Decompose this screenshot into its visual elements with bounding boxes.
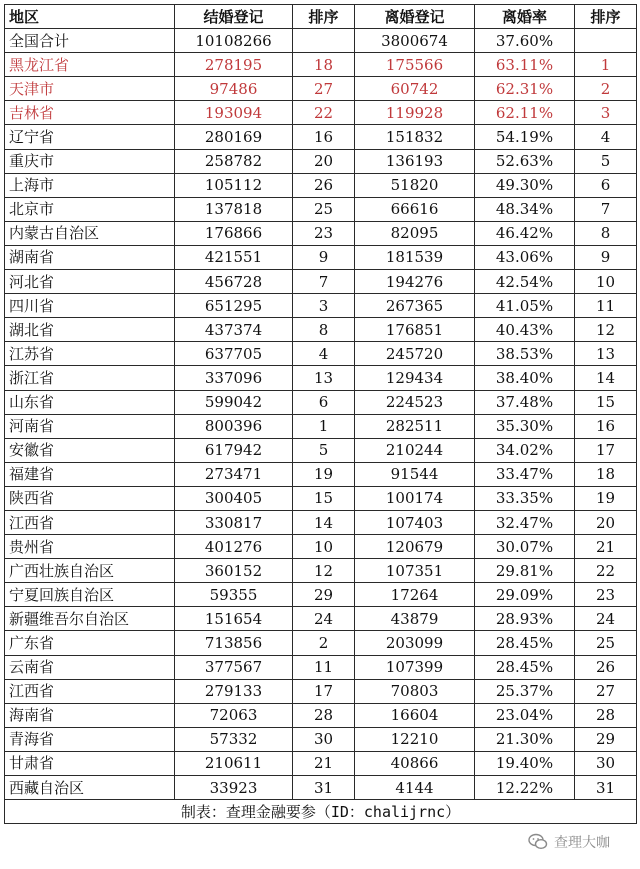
cell-region: 贵州省 xyxy=(5,535,175,559)
cell-divorces: 107351 xyxy=(355,559,475,583)
cell-divorce-rate: 48.34% xyxy=(475,197,575,221)
divorce-rate-table xyxy=(4,4,637,824)
cell-region: 福建省 xyxy=(5,462,175,486)
cell-region: 黑龙江省 xyxy=(5,53,175,77)
cell-rate-rank: 2 xyxy=(575,77,637,101)
cell-region: 海南省 xyxy=(5,703,175,727)
cell-rate-rank xyxy=(575,29,637,53)
cell-region: 湖南省 xyxy=(5,245,175,269)
cell-divorce-rate: 33.47% xyxy=(475,462,575,486)
cell-divorces: 119928 xyxy=(355,101,475,125)
cell-divorces: 210244 xyxy=(355,438,475,462)
cell-marriages: 279133 xyxy=(175,679,293,703)
cell-divorce-rate: 29.81% xyxy=(475,559,575,583)
cell-divorces: 17264 xyxy=(355,583,475,607)
table-row xyxy=(5,270,637,294)
table-row xyxy=(5,679,637,703)
cell-marriages: 330817 xyxy=(175,510,293,534)
cell-marriages: 59355 xyxy=(175,583,293,607)
cell-marriage-rank: 24 xyxy=(293,607,355,631)
cell-marriages: 637705 xyxy=(175,342,293,366)
cell-marriage-rank: 6 xyxy=(293,390,355,414)
cell-divorce-rate: 43.06% xyxy=(475,245,575,269)
cell-divorce-rate: 62.31% xyxy=(475,77,575,101)
cell-divorces: 129434 xyxy=(355,366,475,390)
cell-rate-rank: 23 xyxy=(575,583,637,607)
cell-region: 吉林省 xyxy=(5,101,175,125)
header-region: 地区 xyxy=(5,5,175,29)
cell-divorces: 12210 xyxy=(355,727,475,751)
cell-rate-rank: 25 xyxy=(575,631,637,655)
cell-marriage-rank: 10 xyxy=(293,535,355,559)
cell-region: 全国合计 xyxy=(5,29,175,53)
table-row xyxy=(5,125,637,149)
cell-region: 天津市 xyxy=(5,77,175,101)
cell-divorces: 224523 xyxy=(355,390,475,414)
cell-marriage-rank: 5 xyxy=(293,438,355,462)
cell-marriages: 456728 xyxy=(175,270,293,294)
cell-rate-rank: 29 xyxy=(575,727,637,751)
cell-rate-rank: 6 xyxy=(575,173,637,197)
header-divorces: 离婚登记 xyxy=(355,5,475,29)
cell-divorces: 91544 xyxy=(355,462,475,486)
cell-marriages: 273471 xyxy=(175,462,293,486)
cell-marriage-rank: 19 xyxy=(293,462,355,486)
cell-divorce-rate: 40.43% xyxy=(475,318,575,342)
cell-rate-rank: 14 xyxy=(575,366,637,390)
table-row xyxy=(5,510,637,534)
cell-divorce-rate: 19.40% xyxy=(475,751,575,775)
cell-region: 浙江省 xyxy=(5,366,175,390)
table-row xyxy=(5,318,637,342)
table-row xyxy=(5,535,637,559)
cell-rate-rank: 26 xyxy=(575,655,637,679)
table-row xyxy=(5,149,637,173)
cell-divorce-rate: 38.53% xyxy=(475,342,575,366)
cell-marriages: 193094 xyxy=(175,101,293,125)
cell-divorce-rate: 28.45% xyxy=(475,631,575,655)
cell-rate-rank: 27 xyxy=(575,679,637,703)
cell-divorce-rate: 25.37% xyxy=(475,679,575,703)
cell-rate-rank: 8 xyxy=(575,221,637,245)
cell-divorce-rate: 29.09% xyxy=(475,583,575,607)
cell-marriage-rank: 9 xyxy=(293,245,355,269)
cell-rate-rank: 7 xyxy=(575,197,637,221)
cell-marriage-rank: 15 xyxy=(293,486,355,510)
table-row xyxy=(5,245,637,269)
cell-region: 新疆维吾尔自治区 xyxy=(5,607,175,631)
cell-divorces: 100174 xyxy=(355,486,475,510)
cell-divorces: 151832 xyxy=(355,125,475,149)
cell-divorce-rate: 28.93% xyxy=(475,607,575,631)
cell-marriages: 137818 xyxy=(175,197,293,221)
table-row xyxy=(5,101,637,125)
cell-divorces: 3800674 xyxy=(355,29,475,53)
header-marriage-rank: 排序 xyxy=(293,5,355,29)
cell-region: 宁夏回族自治区 xyxy=(5,583,175,607)
table-row xyxy=(5,390,637,414)
table-row xyxy=(5,342,637,366)
cell-region: 上海市 xyxy=(5,173,175,197)
cell-marriage-rank: 16 xyxy=(293,125,355,149)
cell-region: 山东省 xyxy=(5,390,175,414)
cell-marriages: 401276 xyxy=(175,535,293,559)
cell-divorces: 136193 xyxy=(355,149,475,173)
table-row xyxy=(5,583,637,607)
cell-rate-rank: 4 xyxy=(575,125,637,149)
watermark xyxy=(528,832,610,852)
cell-region: 四川省 xyxy=(5,294,175,318)
cell-divorces: 40866 xyxy=(355,751,475,775)
cell-marriages: 33923 xyxy=(175,776,293,800)
cell-region: 广西壮族自治区 xyxy=(5,559,175,583)
table-row xyxy=(5,486,637,510)
cell-divorce-rate: 38.40% xyxy=(475,366,575,390)
cell-region: 西藏自治区 xyxy=(5,776,175,800)
cell-rate-rank: 12 xyxy=(575,318,637,342)
cell-region: 重庆市 xyxy=(5,149,175,173)
cell-marriages: 377567 xyxy=(175,655,293,679)
cell-rate-rank: 1 xyxy=(575,53,637,77)
cell-divorces: 43879 xyxy=(355,607,475,631)
table-row xyxy=(5,173,637,197)
cell-region: 江苏省 xyxy=(5,342,175,366)
table-row xyxy=(5,559,637,583)
cell-divorces: 181539 xyxy=(355,245,475,269)
table-row xyxy=(5,776,637,800)
cell-divorces: 120679 xyxy=(355,535,475,559)
cell-marriage-rank: 17 xyxy=(293,679,355,703)
table-row xyxy=(5,366,637,390)
cell-rate-rank: 17 xyxy=(575,438,637,462)
cell-rate-rank: 28 xyxy=(575,703,637,727)
cell-marriages: 800396 xyxy=(175,414,293,438)
table-row xyxy=(5,462,637,486)
table-row xyxy=(5,607,637,631)
cell-divorce-rate: 28.45% xyxy=(475,655,575,679)
cell-marriage-rank xyxy=(293,29,355,53)
cell-rate-rank: 15 xyxy=(575,390,637,414)
cell-marriages: 258782 xyxy=(175,149,293,173)
cell-divorces: 175566 xyxy=(355,53,475,77)
cell-marriage-rank: 4 xyxy=(293,342,355,366)
cell-marriage-rank: 20 xyxy=(293,149,355,173)
cell-divorces: 245720 xyxy=(355,342,475,366)
cell-divorce-rate: 21.30% xyxy=(475,727,575,751)
cell-marriage-rank: 25 xyxy=(293,197,355,221)
cell-region: 辽宁省 xyxy=(5,125,175,149)
cell-divorces: 176851 xyxy=(355,318,475,342)
cell-region: 北京市 xyxy=(5,197,175,221)
table-row xyxy=(5,29,637,53)
cell-divorce-rate: 35.30% xyxy=(475,414,575,438)
cell-rate-rank: 16 xyxy=(575,414,637,438)
cell-marriages: 599042 xyxy=(175,390,293,414)
cell-region: 陕西省 xyxy=(5,486,175,510)
cell-divorces: 282511 xyxy=(355,414,475,438)
cell-rate-rank: 19 xyxy=(575,486,637,510)
cell-rate-rank: 31 xyxy=(575,776,637,800)
cell-region: 河南省 xyxy=(5,414,175,438)
cell-marriages: 278195 xyxy=(175,53,293,77)
table-row xyxy=(5,221,637,245)
cell-divorces: 16604 xyxy=(355,703,475,727)
cell-region: 江西省 xyxy=(5,510,175,534)
cell-region: 广东省 xyxy=(5,631,175,655)
cell-divorces: 194276 xyxy=(355,270,475,294)
cell-rate-rank: 13 xyxy=(575,342,637,366)
cell-marriage-rank: 8 xyxy=(293,318,355,342)
cell-region: 湖北省 xyxy=(5,318,175,342)
table-body xyxy=(5,29,637,800)
cell-divorces: 4144 xyxy=(355,776,475,800)
cell-marriages: 617942 xyxy=(175,438,293,462)
cell-marriage-rank: 21 xyxy=(293,751,355,775)
table-row xyxy=(5,727,637,751)
cell-divorce-rate: 32.47% xyxy=(475,510,575,534)
cell-region: 河北省 xyxy=(5,270,175,294)
cell-region: 江西省 xyxy=(5,679,175,703)
cell-marriage-rank: 11 xyxy=(293,655,355,679)
cell-divorce-rate: 37.60% xyxy=(475,29,575,53)
cell-region: 安徽省 xyxy=(5,438,175,462)
cell-rate-rank: 24 xyxy=(575,607,637,631)
cell-marriages: 437374 xyxy=(175,318,293,342)
cell-divorces: 82095 xyxy=(355,221,475,245)
cell-divorces: 203099 xyxy=(355,631,475,655)
cell-divorce-rate: 34.02% xyxy=(475,438,575,462)
cell-marriages: 105112 xyxy=(175,173,293,197)
table-row xyxy=(5,77,637,101)
cell-marriage-rank: 3 xyxy=(293,294,355,318)
cell-region: 甘肃省 xyxy=(5,751,175,775)
cell-marriages: 713856 xyxy=(175,631,293,655)
cell-divorces: 66616 xyxy=(355,197,475,221)
cell-rate-rank: 9 xyxy=(575,245,637,269)
cell-divorce-rate: 52.63% xyxy=(475,149,575,173)
cell-rate-rank: 11 xyxy=(575,294,637,318)
cell-divorce-rate: 33.35% xyxy=(475,486,575,510)
watermark-text: 查理大咖 xyxy=(554,835,610,851)
cell-marriages: 176866 xyxy=(175,221,293,245)
cell-marriage-rank: 27 xyxy=(293,77,355,101)
cell-divorces: 107399 xyxy=(355,655,475,679)
cell-divorces: 70803 xyxy=(355,679,475,703)
cell-marriage-rank: 7 xyxy=(293,270,355,294)
cell-marriage-rank: 28 xyxy=(293,703,355,727)
wechat-icon xyxy=(528,833,548,851)
cell-region: 云南省 xyxy=(5,655,175,679)
cell-marriages: 57332 xyxy=(175,727,293,751)
cell-region: 内蒙古自治区 xyxy=(5,221,175,245)
cell-marriages: 337096 xyxy=(175,366,293,390)
table-row xyxy=(5,438,637,462)
table-row xyxy=(5,414,637,438)
cell-divorce-rate: 49.30% xyxy=(475,173,575,197)
cell-divorce-rate: 42.54% xyxy=(475,270,575,294)
table-row xyxy=(5,294,637,318)
cell-marriage-rank: 22 xyxy=(293,101,355,125)
cell-divorce-rate: 12.22% xyxy=(475,776,575,800)
cell-marriages: 210611 xyxy=(175,751,293,775)
cell-divorces: 51820 xyxy=(355,173,475,197)
table-row xyxy=(5,631,637,655)
table-row xyxy=(5,655,637,679)
cell-marriages: 151654 xyxy=(175,607,293,631)
cell-divorce-rate: 62.11% xyxy=(475,101,575,125)
table-source-note: 制表：查理金融要参（ID：chalijrnc） xyxy=(5,800,637,824)
table-row xyxy=(5,751,637,775)
cell-divorces: 60742 xyxy=(355,77,475,101)
header-divorce-rate: 离婚率 xyxy=(475,5,575,29)
cell-divorce-rate: 30.07% xyxy=(475,535,575,559)
cell-marriage-rank: 26 xyxy=(293,173,355,197)
table-header-row xyxy=(5,5,637,29)
cell-marriages: 421551 xyxy=(175,245,293,269)
cell-marriage-rank: 18 xyxy=(293,53,355,77)
table-row xyxy=(5,53,637,77)
cell-rate-rank: 18 xyxy=(575,462,637,486)
cell-marriage-rank: 13 xyxy=(293,366,355,390)
cell-rate-rank: 5 xyxy=(575,149,637,173)
cell-divorce-rate: 63.11% xyxy=(475,53,575,77)
cell-region: 青海省 xyxy=(5,727,175,751)
cell-marriages: 280169 xyxy=(175,125,293,149)
cell-rate-rank: 22 xyxy=(575,559,637,583)
cell-marriages: 360152 xyxy=(175,559,293,583)
cell-marriage-rank: 29 xyxy=(293,583,355,607)
cell-divorce-rate: 37.48% xyxy=(475,390,575,414)
cell-divorces: 267365 xyxy=(355,294,475,318)
cell-divorce-rate: 41.05% xyxy=(475,294,575,318)
cell-marriages: 97486 xyxy=(175,77,293,101)
cell-marriage-rank: 12 xyxy=(293,559,355,583)
cell-rate-rank: 10 xyxy=(575,270,637,294)
cell-rate-rank: 20 xyxy=(575,510,637,534)
cell-marriage-rank: 30 xyxy=(293,727,355,751)
cell-marriage-rank: 2 xyxy=(293,631,355,655)
table-row xyxy=(5,197,637,221)
cell-divorce-rate: 23.04% xyxy=(475,703,575,727)
cell-marriage-rank: 31 xyxy=(293,776,355,800)
cell-marriage-rank: 1 xyxy=(293,414,355,438)
cell-divorce-rate: 46.42% xyxy=(475,221,575,245)
cell-divorce-rate: 54.19% xyxy=(475,125,575,149)
cell-marriages: 10108266 xyxy=(175,29,293,53)
table-row xyxy=(5,703,637,727)
cell-marriage-rank: 23 xyxy=(293,221,355,245)
cell-rate-rank: 21 xyxy=(575,535,637,559)
cell-marriage-rank: 14 xyxy=(293,510,355,534)
cell-divorces: 107403 xyxy=(355,510,475,534)
cell-rate-rank: 3 xyxy=(575,101,637,125)
header-marriages: 结婚登记 xyxy=(175,5,293,29)
table-footer-row xyxy=(5,800,637,824)
cell-marriages: 72063 xyxy=(175,703,293,727)
header-rate-rank: 排序 xyxy=(575,5,637,29)
cell-rate-rank: 30 xyxy=(575,751,637,775)
cell-marriages: 300405 xyxy=(175,486,293,510)
cell-marriages: 651295 xyxy=(175,294,293,318)
